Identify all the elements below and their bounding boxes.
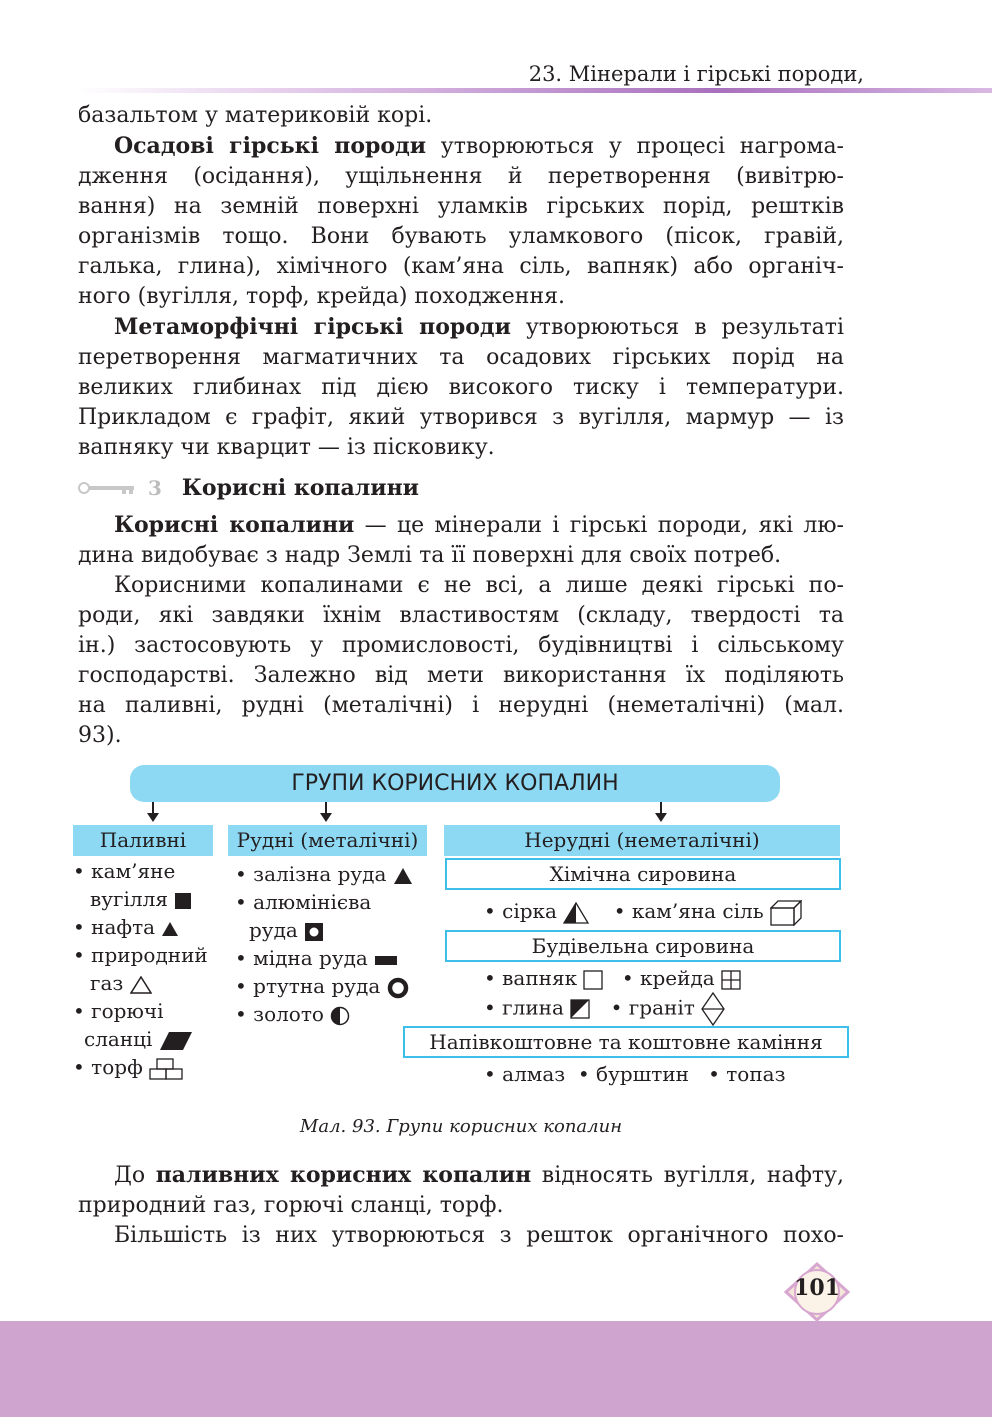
text-span: — це мінерали і гірські породи, які лю- bbox=[354, 513, 844, 538]
arrow-down-icon bbox=[325, 802, 327, 820]
diagonal-square-icon bbox=[570, 999, 590, 1019]
black-bar-icon bbox=[374, 954, 398, 966]
half-circle-icon bbox=[330, 1006, 350, 1026]
paragraph-1-line: організмів тощо. Вони бувають уламкового (пісок, гравій, bbox=[78, 224, 844, 249]
build-list bbox=[484, 964, 741, 1026]
list-item bbox=[235, 1000, 413, 1028]
square-dot-icon bbox=[304, 922, 324, 942]
item-label: • ртутна руда bbox=[235, 974, 381, 998]
list-item bbox=[235, 860, 413, 888]
list-item: • горючі bbox=[73, 999, 164, 1023]
grid-square-icon bbox=[721, 970, 741, 990]
paragraph-5-line bbox=[78, 1160, 844, 1191]
item-label: руда bbox=[249, 918, 298, 942]
half-filled-triangle-icon bbox=[563, 902, 589, 924]
cube-icon bbox=[770, 900, 802, 926]
key-icon bbox=[78, 481, 138, 495]
item-label: • вапняк bbox=[484, 966, 578, 990]
paragraph-3-line: дина видобуває з надр Землі та її поверхні для своїх потреб. bbox=[78, 543, 782, 568]
chem-raw-box: Хімічна сировина bbox=[445, 858, 841, 890]
item-label: • сірка bbox=[484, 899, 557, 923]
fuel-list bbox=[73, 857, 208, 1081]
item-label: • залізна руда bbox=[235, 862, 387, 886]
item-label: • кам’яна сіль bbox=[613, 899, 764, 923]
item-label: • золото bbox=[235, 1002, 324, 1026]
list-item bbox=[235, 944, 413, 972]
page-number: 101 bbox=[794, 1275, 840, 1301]
figure-caption: Мал. 93. Групи корисних копалин bbox=[299, 1116, 623, 1137]
list-item: • алюмінієва bbox=[235, 890, 372, 914]
section-heading bbox=[78, 475, 419, 501]
list-item bbox=[484, 897, 802, 926]
diagram-title: ГРУПИ КОРИСНИХ КОПАЛИН bbox=[130, 765, 780, 802]
black-square-icon bbox=[174, 892, 192, 910]
item-label: • мідна руда bbox=[235, 946, 368, 970]
term-metamorphic: Метаморфічні гірські породи bbox=[114, 314, 511, 340]
paragraph-1-line bbox=[78, 131, 844, 162]
paragraph-2-line: великих глибинах під дією високого тиску і температури. bbox=[78, 375, 844, 400]
section-number: 3 bbox=[148, 476, 162, 500]
paragraph-4-line: роди, які завдяки їхнім властивостям (складу, твердості та bbox=[78, 603, 844, 628]
paragraph-4-line: Корисними копалинами є не всі, а лише деякі гірські по- bbox=[114, 573, 844, 598]
list-item: • кам’яне bbox=[73, 859, 176, 883]
section-title: Корисні копалини bbox=[181, 475, 419, 501]
outline-square-icon bbox=[583, 970, 603, 990]
gems-list bbox=[484, 1060, 785, 1088]
item-label: • глина bbox=[484, 995, 564, 1020]
item-label: • граніт bbox=[610, 995, 695, 1020]
black-triangle-icon bbox=[161, 921, 179, 937]
body-text-middle bbox=[78, 510, 844, 751]
text-span: відносять вугілля, нафту, bbox=[531, 1163, 844, 1188]
list-item bbox=[484, 992, 741, 1026]
term-sedimentary: Осадові гірські породи bbox=[114, 133, 427, 159]
paragraph-2-line: Прикладом є графіт, який утворився з вугілля, мармур — із bbox=[78, 405, 844, 430]
paragraph-5-line: природний газ, горючі сланці, торф. bbox=[78, 1193, 504, 1218]
parallelogram-icon bbox=[159, 1031, 193, 1051]
paragraph-3-line bbox=[78, 510, 844, 541]
item-label: вугілля bbox=[90, 887, 168, 911]
chem-list bbox=[484, 897, 802, 926]
paragraph-2-line bbox=[78, 312, 844, 343]
list-item bbox=[73, 885, 208, 913]
list-item: • природний bbox=[73, 943, 208, 967]
running-title: 23. Мінерали і гірські породи, bbox=[528, 62, 864, 86]
body-text-top bbox=[78, 101, 844, 463]
ore-header: Рудні (металічні) bbox=[228, 825, 427, 856]
list-item bbox=[73, 1025, 208, 1053]
footer-band bbox=[0, 1321, 992, 1417]
arrow-down-icon bbox=[152, 802, 154, 820]
item-label: • торф bbox=[73, 1055, 143, 1079]
paragraph-4-line: 93). bbox=[78, 723, 122, 748]
list-item bbox=[73, 913, 208, 941]
list-item bbox=[235, 972, 413, 1000]
item-label: • бурштин bbox=[577, 1062, 689, 1086]
item-label: • алмаз bbox=[484, 1062, 566, 1086]
term-fuel-minerals: паливних корисних копалин bbox=[155, 1162, 532, 1188]
paragraph-6-line: Більшість із них утворюються з решток органічного похо- bbox=[114, 1223, 844, 1248]
paragraph-0: базальтом у материковій корі. bbox=[78, 103, 433, 128]
header-rule bbox=[78, 88, 992, 93]
list-item bbox=[73, 969, 208, 997]
paragraph-4-line: господарстві. Залежно від мети використання їх поділяють bbox=[78, 663, 844, 688]
item-label: • нафта bbox=[73, 915, 156, 939]
outline-triangle-icon bbox=[130, 976, 152, 994]
gems-box: Напівкоштовне та коштовне каміння bbox=[403, 1026, 849, 1058]
text-span: утворюються у процесі нагрома- bbox=[426, 134, 844, 159]
paragraph-1-line: ного (вугілля, торф, крейда) походження. bbox=[78, 284, 565, 309]
item-label: сланці bbox=[84, 1027, 153, 1051]
item-label: • крейда bbox=[621, 966, 715, 990]
paragraph-2-line: перетворення магматичних та осадових гірських порід на bbox=[78, 345, 844, 370]
ore-list bbox=[235, 860, 413, 1028]
fuel-header: Паливні bbox=[73, 825, 213, 856]
list-item bbox=[484, 1060, 785, 1088]
paragraph-4-line: ін.) застосовують у промисловості, будівництві і сільському bbox=[78, 633, 844, 658]
list-item bbox=[484, 964, 741, 992]
paragraph-1-line: дження (осідання), ущільнення й перетворення (вивітрю- bbox=[78, 164, 844, 189]
body-text-bottom bbox=[78, 1160, 844, 1251]
item-label: • топаз bbox=[708, 1062, 786, 1086]
text-span: утворюються в результаті bbox=[510, 315, 845, 340]
paragraph-2-line: вапняку чи кварцит — із пісковику. bbox=[78, 435, 495, 460]
list-item bbox=[73, 1053, 208, 1081]
item-label: газ bbox=[90, 971, 124, 995]
paragraph-1-line: галька, глина), хімічного (кам’яна сіль, вапняк) або органіч- bbox=[78, 254, 844, 279]
black-triangle-icon bbox=[393, 867, 413, 885]
term-minerals: Корисні копалини bbox=[114, 512, 355, 538]
ring-icon bbox=[387, 977, 409, 999]
nonore-header: Нерудні (неметалічні) bbox=[444, 825, 840, 856]
paragraph-1-line: вання) на земній поверхні уламків гірських порід, рештків bbox=[78, 194, 844, 219]
bricks-icon bbox=[149, 1058, 183, 1080]
text-span: До bbox=[114, 1163, 156, 1188]
diamond-icon bbox=[701, 992, 725, 1026]
list-item bbox=[235, 916, 413, 944]
build-raw-box: Будівельна сировина bbox=[445, 930, 841, 962]
paragraph-4-line: на паливні, рудні (металічні) і нерудні (неметалічні) (мал. bbox=[78, 693, 844, 718]
arrow-down-icon bbox=[660, 802, 662, 820]
